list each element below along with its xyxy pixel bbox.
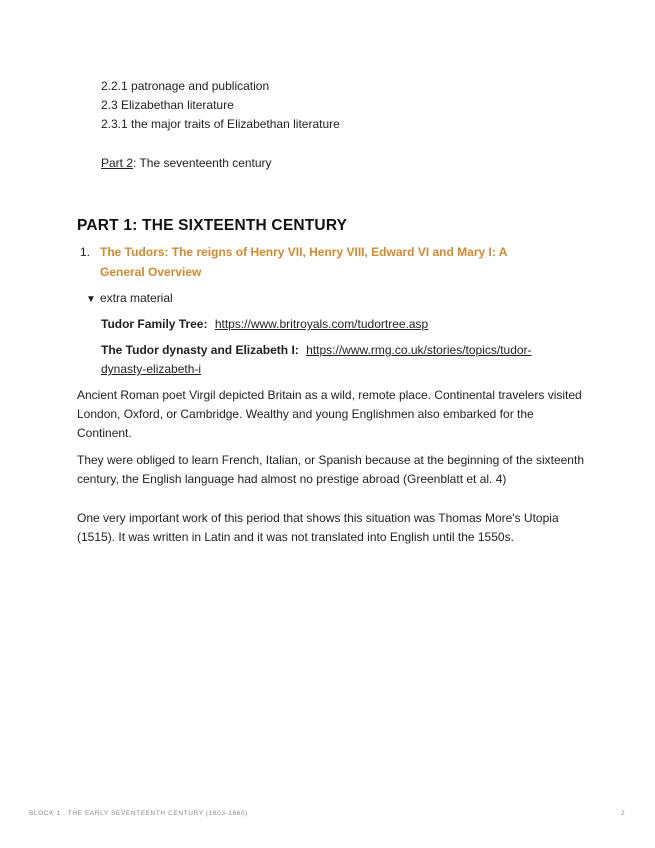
list-number: 1. <box>80 245 91 259</box>
resource-tudor-family-tree <box>101 315 571 334</box>
resource-link[interactable]: https://www.rmg.co.uk/stories/topics/tudor-dynasty-elizabeth-i <box>101 343 532 376</box>
footer-page-number: 2 <box>621 810 625 817</box>
paragraph-3: One very important work of this period that shows this situation was Thomas More's Utopia (1515). It was written in Latin and it was not translated into English until the 1550s. <box>77 511 559 545</box>
resource-label: The Tudor dynasty and Elizabeth I: <box>101 343 299 357</box>
toc-item-3: 2.3.1 the major traits of Elizabethan literature <box>101 117 340 131</box>
section-heading: PART 1: THE SIXTEENTH CENTURY <box>77 217 348 234</box>
toggle-extra-material[interactable] <box>86 290 173 308</box>
resource-link[interactable]: https://www.britroyals.com/tudortree.asp <box>214 317 429 331</box>
triangle-down-icon[interactable]: ▼ <box>86 294 96 305</box>
list-title: The Tudors: The reigns of Henry VII, Henry VIII, Edward VI and Mary I: A General Overview <box>100 245 507 279</box>
part-2-link[interactable]: Part 2 <box>101 156 134 170</box>
paragraph-1: Ancient Roman poet Virgil depicted Britain as a wild, remote place. Continental travelers visited London, Oxford, or Cambridge. Wealthy and young Englishmen also embarked for the Continent. <box>77 388 582 441</box>
footer-block-title: BLOCK 1 . THE EARLY SEVENTEENTH CENTURY (1603-1660) <box>29 810 248 817</box>
resource-label: Tudor Family Tree: <box>101 317 208 331</box>
paragraph-2: They were obliged to learn French, Italian, or Spanish because at the beginning of the sixteenth century, the English language had almost no prestige abroad (Greenblatt et al. 4) <box>77 453 584 487</box>
toc-item-1: 2.2.1 patronage and publication <box>101 79 270 93</box>
toc-item-2: 2.3 Elizabethan literature <box>101 98 234 112</box>
resource-tudor-dynasty <box>101 341 571 379</box>
toggle-label: extra material <box>100 291 173 305</box>
part-2-text: : The seventeenth century <box>133 156 272 170</box>
toc-part-2 <box>101 155 272 171</box>
